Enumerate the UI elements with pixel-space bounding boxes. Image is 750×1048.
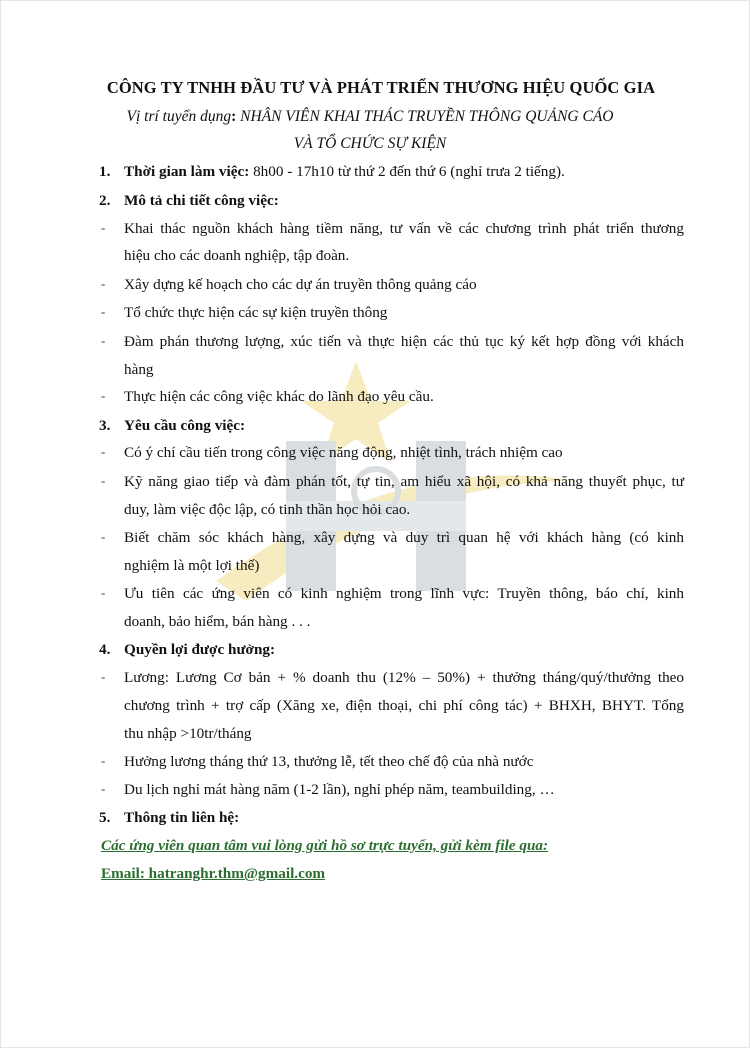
list-item: Du lịch nghỉ mát hàng năm (1-2 lần), nghỉ phép năm, teambuilding, … — [124, 781, 555, 798]
bullet-dash: - — [101, 529, 106, 544]
bullet-dash: - — [101, 473, 106, 488]
company-title: CÔNG TY TNHH ĐẦU TƯ VÀ PHÁT TRIỂN THƯƠNG HIỆU QUỐC GIA — [106, 78, 656, 97]
list-item-continuation: duy, làm việc độc lập, có tinh thần học hỏi cao. — [124, 501, 411, 518]
section-number: 5. — [99, 809, 111, 826]
section-working-hours — [124, 163, 565, 181]
list-item: Xây dựng kế hoạch cho các dự án truyền thông quảng cáo — [124, 276, 477, 293]
list-item-continuation: nghiệm là một lợi thế) — [124, 557, 260, 574]
job-position-line — [1, 108, 739, 126]
bullet-dash: - — [101, 444, 106, 459]
section-heading: Thời gian làm việc: — [124, 163, 250, 180]
section-heading: Quyền lợi được hưởng: — [124, 641, 276, 658]
working-hours-text: 8h00 - 17h10 từ thứ 2 đến thứ 6 (nghỉ trưa 2 tiếng). — [249, 163, 565, 180]
bullet-dash: - — [101, 276, 106, 291]
bullet-dash: - — [101, 669, 106, 684]
list-item: Tổ chức thực hiện các sự kiện truyền thông — [124, 304, 388, 321]
list-item: Ưu tiên các ứng viên có kinh nghiệm trong lĩnh vực: Truyền thông, báo chí, kinh — [124, 585, 684, 602]
list-item-continuation: hàng — [124, 361, 154, 378]
bullet-dash: - — [101, 333, 106, 348]
list-item: Thực hiện các công việc khác do lãnh đạo yêu cầu. — [124, 388, 434, 405]
section-number: 3. — [99, 417, 111, 434]
contact-note: Các ứng viên quan tâm vui lòng gửi hồ sơ trực tuyến, gửi kèm file qua: — [101, 837, 549, 854]
position-title-line2: VÀ TỔ CHỨC SỰ KIỆN — [293, 135, 447, 152]
list-item-continuation: hiệu cho các doanh nghiệp, tập đoàn. — [124, 247, 350, 264]
position-title-line1: NHÂN VIÊN KHAI THÁC TRUYỀN THÔNG QUẢNG CÁO — [236, 108, 614, 125]
bullet-dash: - — [101, 585, 106, 600]
list-item: Đàm phán thương lượng, xúc tiến và thực hiện các thủ tục ký kết hợp đồng với khách — [124, 333, 684, 350]
bullet-dash: - — [101, 753, 106, 768]
list-item: Biết chăm sóc khách hàng, xây dựng và duy trì quan hệ với khách hàng (có kinh — [124, 529, 684, 546]
position-label: Vị trí tuyển dụng — [126, 108, 232, 125]
bullet-dash: - — [101, 781, 106, 796]
list-item-continuation: chương trình + trợ cấp (Xăng xe, điện thoại, chi phí công tác) + BHXH, BHYT. Tổng — [124, 697, 684, 714]
section-number: 4. — [99, 641, 111, 658]
bullet-dash: - — [101, 220, 106, 235]
contact-email-link[interactable]: Email: hatranghr.thm@gmail.com — [101, 865, 326, 882]
section-number: 2. — [99, 192, 111, 209]
section-number: 1. — [99, 163, 111, 180]
list-item-continuation: thu nhập >10tr/tháng — [124, 725, 252, 742]
list-item: Khai thác nguồn khách hàng tiềm năng, tư vấn về các chương trình phát triển thương — [124, 220, 684, 237]
list-item: Có ý chí cầu tiến trong công việc năng động, nhiệt tình, trách nhiệm cao — [124, 444, 563, 461]
list-item: Kỹ năng giao tiếp và đàm phán tốt, tự tin, am hiểu xã hội, có khả năng thuyết phục, tư — [124, 473, 684, 490]
position-colon: : — [231, 108, 237, 125]
bullet-dash: - — [101, 388, 106, 403]
bullet-dash: - — [101, 304, 106, 319]
section-heading: Thông tin liên hệ: — [124, 809, 240, 826]
list-item: Lương: Lương Cơ bản + % doanh thu (12% – 50%) + thưởng tháng/quý/thưởng theo — [124, 669, 684, 686]
section-heading: Mô tả chi tiết công việc: — [124, 192, 279, 209]
list-item-continuation: doanh, bảo hiểm, bán hàng . . . — [124, 613, 311, 630]
list-item: Hưởng lương tháng thứ 13, thưởng lễ, tết theo chế độ của nhà nước — [124, 753, 534, 770]
section-heading: Yêu cầu công việc: — [124, 417, 246, 434]
